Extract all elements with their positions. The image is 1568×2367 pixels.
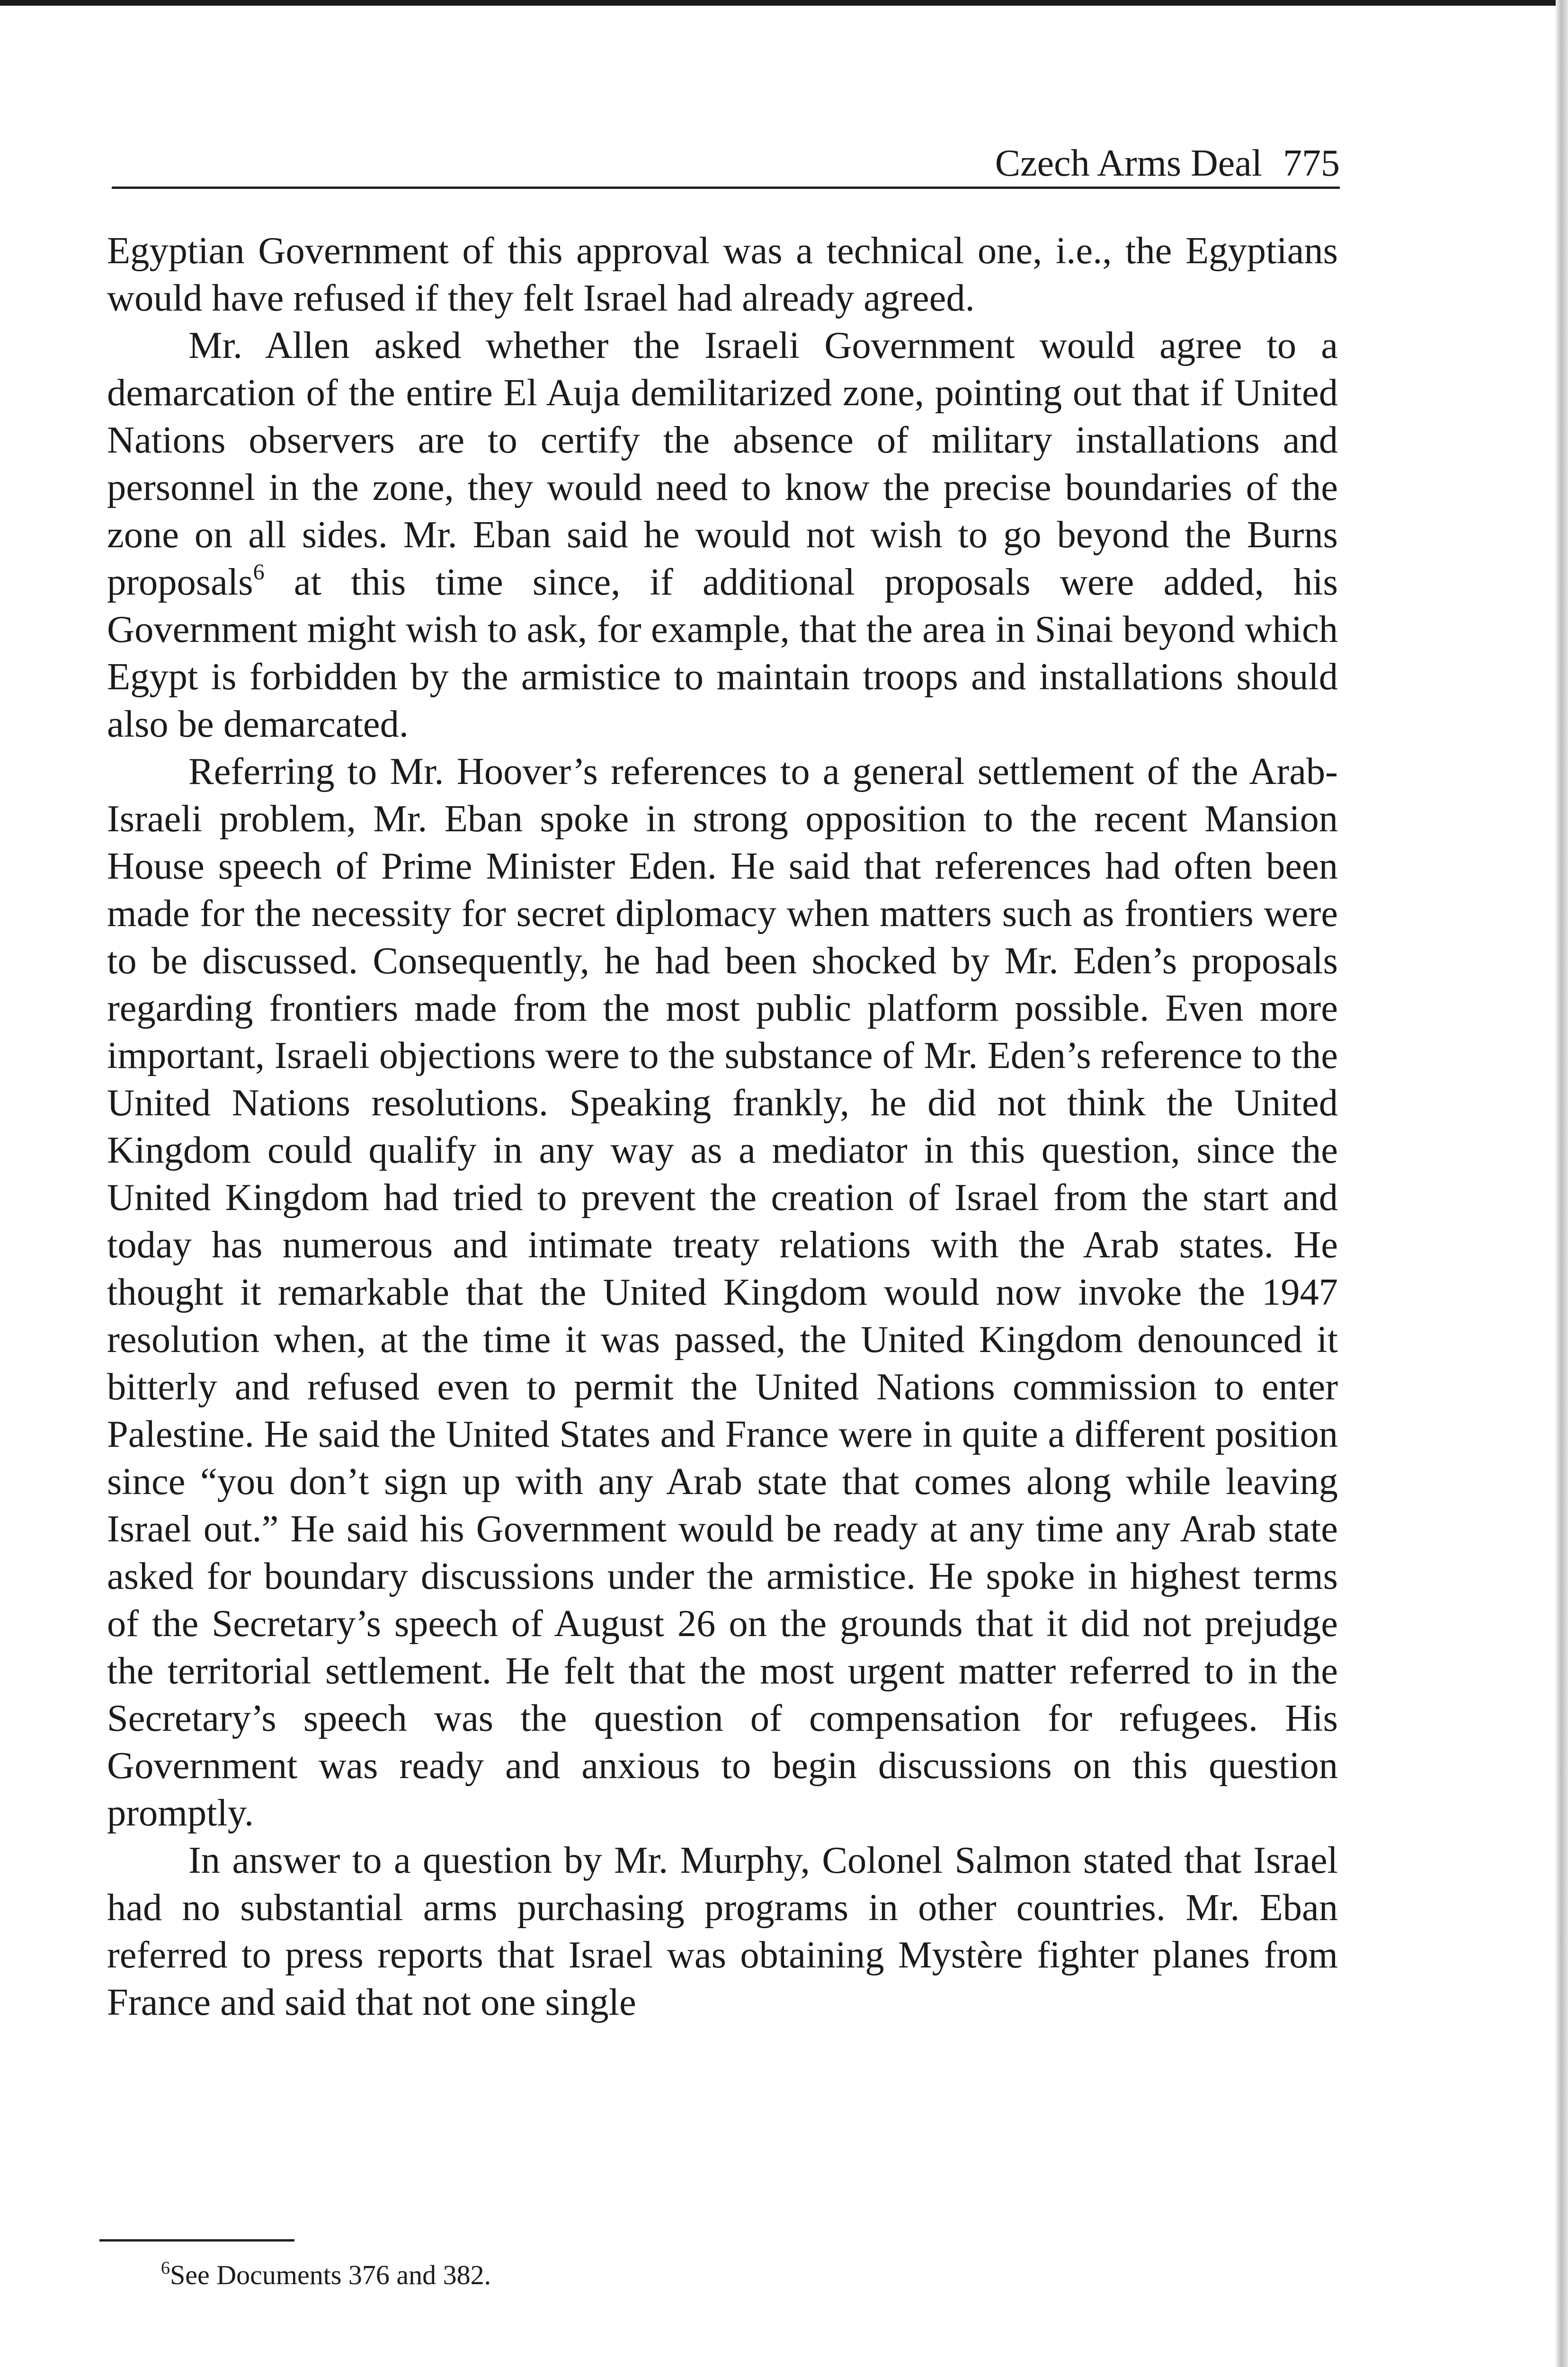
- paragraph-continued: Egyptian Government of this approval was a technical one, i.e., the Egyptians would have refused if they felt Israel had already agreed.: [107, 230, 1338, 319]
- footnote-number: 6: [161, 2258, 170, 2278]
- paragraph-text: Mr. Allen asked whether the Israeli Government would agree to a demarcation of the entire El Auja demilitarized zone, pointing out that if United Nations observers are to certify the absence of military installations and personnel in the zone, they would need to know the precise boundaries of the zone on all sides. Mr. Eban said he would not wish to go beyond the Burns proposals: [107, 324, 1338, 603]
- page-binding-edge: [1556, 0, 1568, 2367]
- footnote: [161, 2257, 491, 2293]
- page-top-edge: [0, 0, 1568, 6]
- paragraph-murphy-question: In answer to a question by Mr. Murphy, Colonel Salmon stated that Israel had no substantial arms purchasing programs in other countries. Mr. Eban referred to press reports that Israel was obtaining Mystère fighter planes from France and said that not one single: [107, 1839, 1338, 2023]
- paragraph-eban-response: Referring to Mr. Hoover’s references to a general settlement of the Arab-Israeli problem, Mr. Eban spoke in strong opposition to the recent Mansion House speech of Prime Minister Eden. He said that references had often been made for the necessity for secret diplomacy when matters such as frontiers were to be discussed. Consequently, he had been shocked by Mr. Eden’s proposals regarding frontiers made from the most public platform possible. Even more important, Israeli objections were to the substance of Mr. Eden’s reference to the United Nations resolutions. Speaking frankly, he did not think the United Kingdom could qualify in any way as a mediator in this question, since the United Kingdom had tried to prevent the creation of Israel from the start and today has numerous and intimate treaty relations with the Arab states. He thought it remarkable that the United Kingdom would now invoke the 1947 resolution when, at the time it was passed, the United Kingdom denounced it bitterly and refused even to permit the United Nations commission to enter Palestine. He said the United States and France were in quite a different position since “you don’t sign up with any Arab state that comes along while leaving Israel out.” He said his Government would be ready at any time any Arab state asked for boundary discussions under the armistice. He spoke in highest terms of the Secretary’s speech of August 26 on the grounds that it did not prejudge the territorial settlement. He felt that the most urgent matter referred to in the Secretary’s speech was the question of compensation for refugees. His Government was ready and anxious to begin discussions on this question promptly.: [107, 750, 1338, 1834]
- paragraph-allen-question: [107, 322, 1338, 748]
- page-number: 775: [1283, 142, 1340, 184]
- running-head: Czech Arms Deal: [995, 142, 1262, 184]
- footnote-text: See Documents 376 and 382.: [170, 2260, 491, 2290]
- paragraph-text: at this time since, if additional proposals were added, his Government might wish to ask, for example, that the area in Sinai beyond which Egypt is forbidden by the armistice to maintain troops and installations should also be demarcated.: [107, 561, 1338, 745]
- page-header: [112, 140, 1340, 189]
- body-text: [107, 227, 1338, 2026]
- footnote-divider: [99, 2239, 294, 2242]
- footnote-reference: 6: [253, 560, 265, 585]
